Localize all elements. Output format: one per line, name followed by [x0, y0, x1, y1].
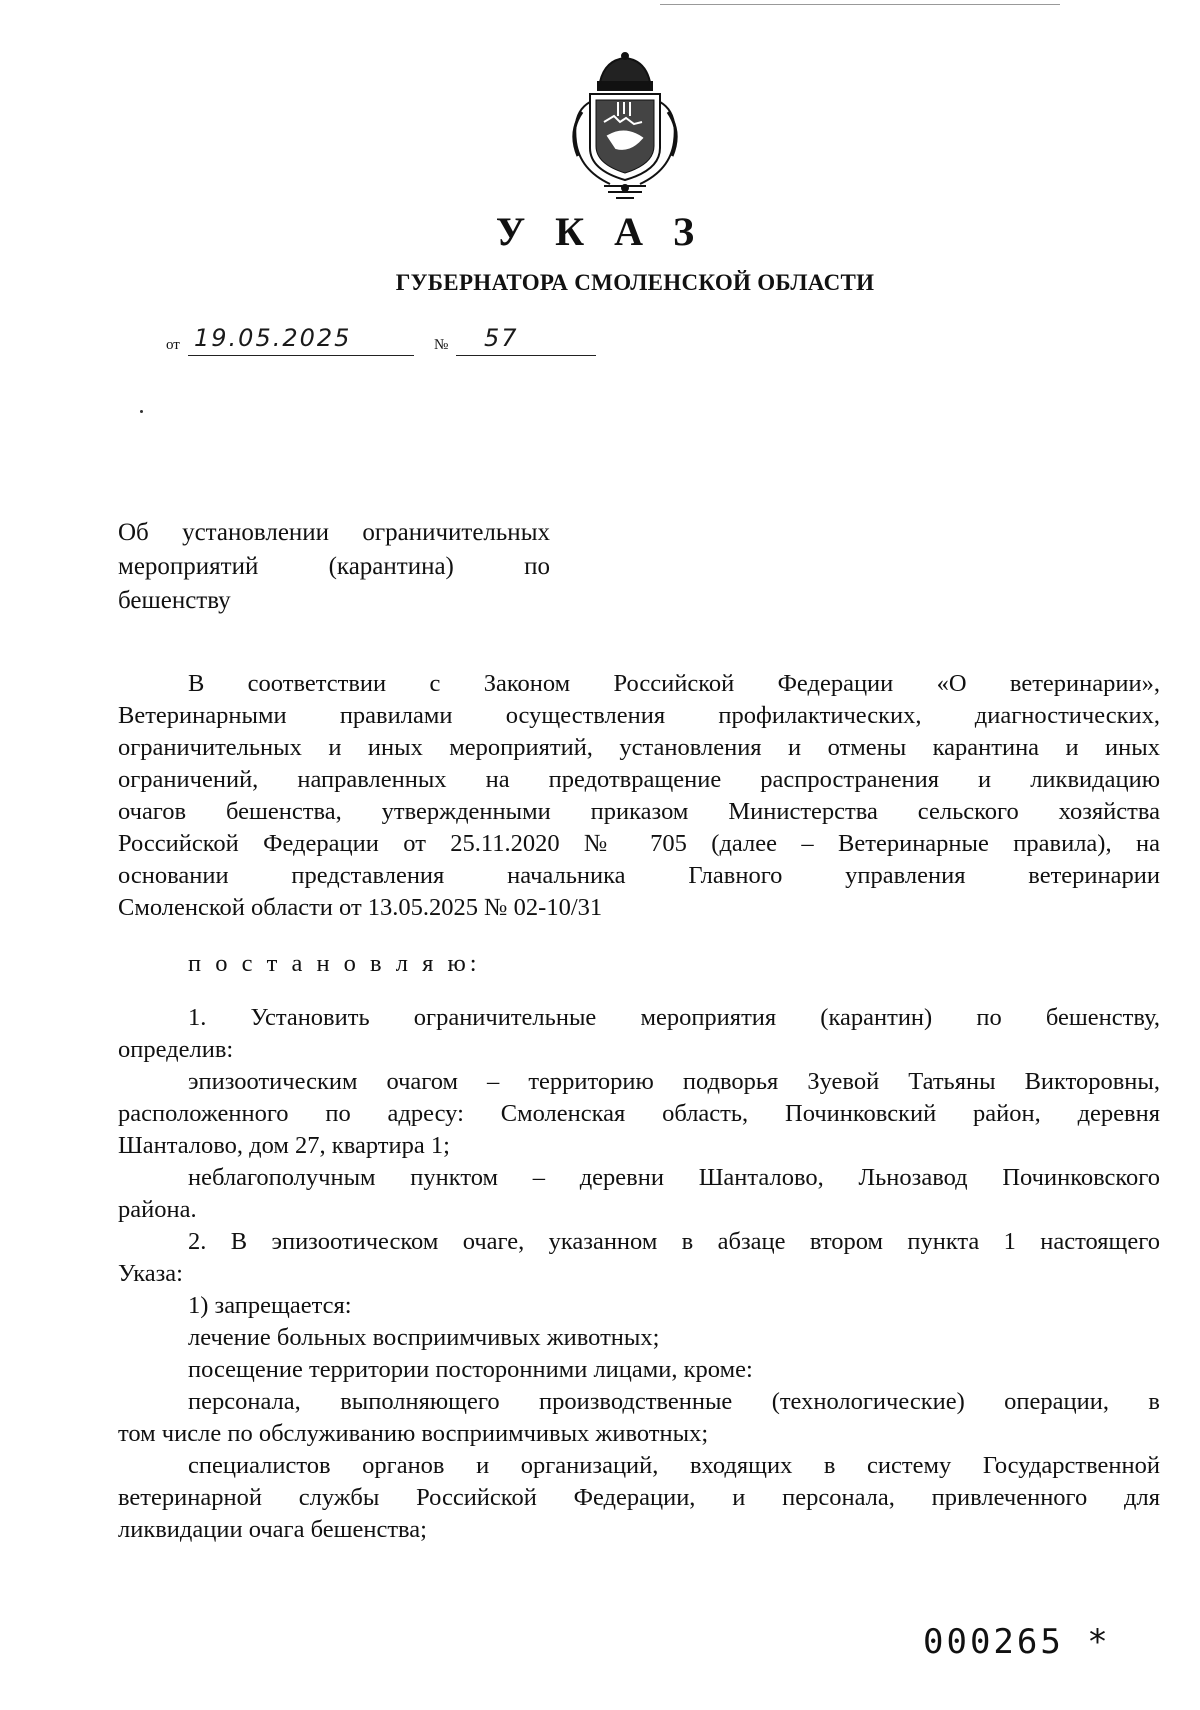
subject-line: Об установлении ограничительных [118, 519, 550, 546]
preamble-line: В соответствии с Законом Российской Федерации «О ветеринарии», [188, 670, 1160, 697]
specialists-line: ликвидации очага бешенства; [118, 1516, 427, 1543]
date-underline [188, 355, 414, 356]
number-underline [456, 355, 596, 356]
preamble-line: Смоленской области от 13.05.2025 № 02-10/31 [118, 894, 603, 921]
number-value: 57 [484, 324, 519, 352]
preamble-line: ограничительных и иных мероприятий, установления и отмены карантина и иных [118, 734, 1160, 761]
point-line: района. [118, 1196, 197, 1223]
item-2-line: Указа: [118, 1260, 183, 1287]
document-subject [118, 516, 550, 618]
date-label: от [166, 337, 180, 353]
subject-line: бешенству [118, 587, 231, 614]
scan-speck [140, 410, 143, 413]
staff-line: том числе по обслуживанию восприимчивых животных; [118, 1420, 709, 1447]
preamble-line: ограничений, направленных на предотвращение распространения и ликвидацию [118, 766, 1160, 793]
forbidden-line: 1) запрещается: [188, 1292, 352, 1319]
resolve-word: п о с т а н о в л я ю: [188, 950, 481, 977]
preamble-line: Российской Федерации от 25.11.2020 № 705 (далее – Ветеринарные правила), на [118, 830, 1160, 857]
date-number-line [166, 322, 606, 356]
focus-line: Шанталово, дом 27, квартира 1; [118, 1132, 450, 1159]
point-line: неблагополучным пунктом – деревни Шанталово, Льнозавод Починковского [188, 1164, 1160, 1191]
specialists-line: специалистов органов и организаций, входящих в систему Государственной [188, 1452, 1160, 1479]
staff-line: персонала, выполняющего производственные (технологические) операции, в [188, 1388, 1160, 1415]
preamble-line: очагов бешенства, утвержденными приказом Министерства сельского хозяйства [118, 798, 1160, 825]
document-title: У К А З [495, 209, 705, 254]
top-rule [660, 4, 1060, 5]
treatment-line: лечение больных восприимчивых животных; [188, 1324, 660, 1351]
subject-line: мероприятий (карантина) по [118, 553, 550, 580]
preamble-line: основании представления начальника Главного управления ветеринарии [118, 862, 1160, 889]
coat-of-arms-icon [560, 52, 690, 200]
item-1-line: определив: [118, 1036, 234, 1063]
preamble-line: Ветеринарными правилами осуществления профилактических, диагностических, [118, 702, 1160, 729]
focus-line: эпизоотическим очагом – территорию подворья Зуевой Татьяны Викторовны, [188, 1068, 1160, 1095]
item-1-line: 1. Установить ограничительные мероприятия (карантин) по бешенству, [188, 1004, 1160, 1031]
serial-number: 000265 * [923, 1622, 1111, 1662]
date-value: 19.05.2025 [194, 324, 352, 352]
number-label: № [434, 337, 449, 353]
item-2-line: 2. В эпизоотическом очаге, указанном в абзаце втором пункта 1 настоящего [188, 1228, 1160, 1255]
document-body [118, 668, 1160, 1546]
specialists-line: ветеринарной службы Российской Федерации, и персонала, привлеченного для [118, 1484, 1160, 1511]
document-subtitle: ГУБЕРНАТОРА СМОЛЕНСКОЙ ОБЛАСТИ [395, 270, 875, 295]
visit-line: посещение территории посторонними лицами, кроме: [188, 1356, 753, 1383]
focus-line: расположенного по адресу: Смоленская область, Починковский район, деревня [118, 1100, 1160, 1127]
